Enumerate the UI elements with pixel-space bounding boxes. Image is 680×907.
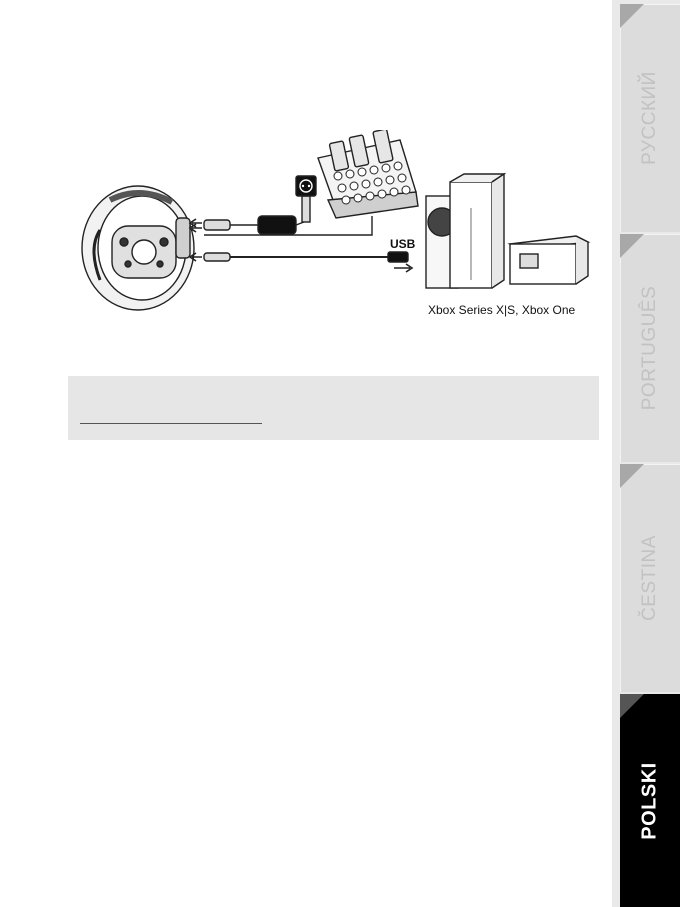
tab-polish[interactable] (620, 694, 680, 907)
tab-label-czech: ČESTINA (639, 535, 660, 621)
tab-notch (620, 464, 644, 488)
note-box (68, 376, 599, 440)
tab-czech[interactable] (620, 464, 680, 692)
steering-wheel-icon (82, 186, 194, 310)
xbox-one-icon (510, 236, 588, 284)
tab-russian[interactable] (620, 4, 680, 232)
usb-cable-icon (190, 252, 412, 272)
language-tab-strip (612, 0, 680, 907)
tab-portuguese[interactable] (620, 234, 680, 462)
connection-diagram (80, 130, 600, 330)
power-adapter-icon (258, 196, 310, 234)
console-caption: Xbox Series X|S, Xbox One (428, 303, 576, 317)
tab-notch (620, 4, 644, 28)
xbox-series-x-icon (426, 174, 504, 288)
usb-label: USB (390, 237, 416, 251)
pedal-set-icon (318, 130, 418, 218)
pedal-cable-connector-icon (190, 219, 258, 232)
tab-notch (620, 234, 644, 258)
power-outlet-icon (296, 176, 316, 196)
tab-notch (620, 694, 644, 718)
tab-label-portuguese: PORTUGUÊS (639, 285, 660, 411)
link-underline (80, 423, 262, 424)
tab-label-polish: POLSKI (638, 761, 661, 840)
tab-label-russian: РУССКИЙ (639, 71, 660, 165)
